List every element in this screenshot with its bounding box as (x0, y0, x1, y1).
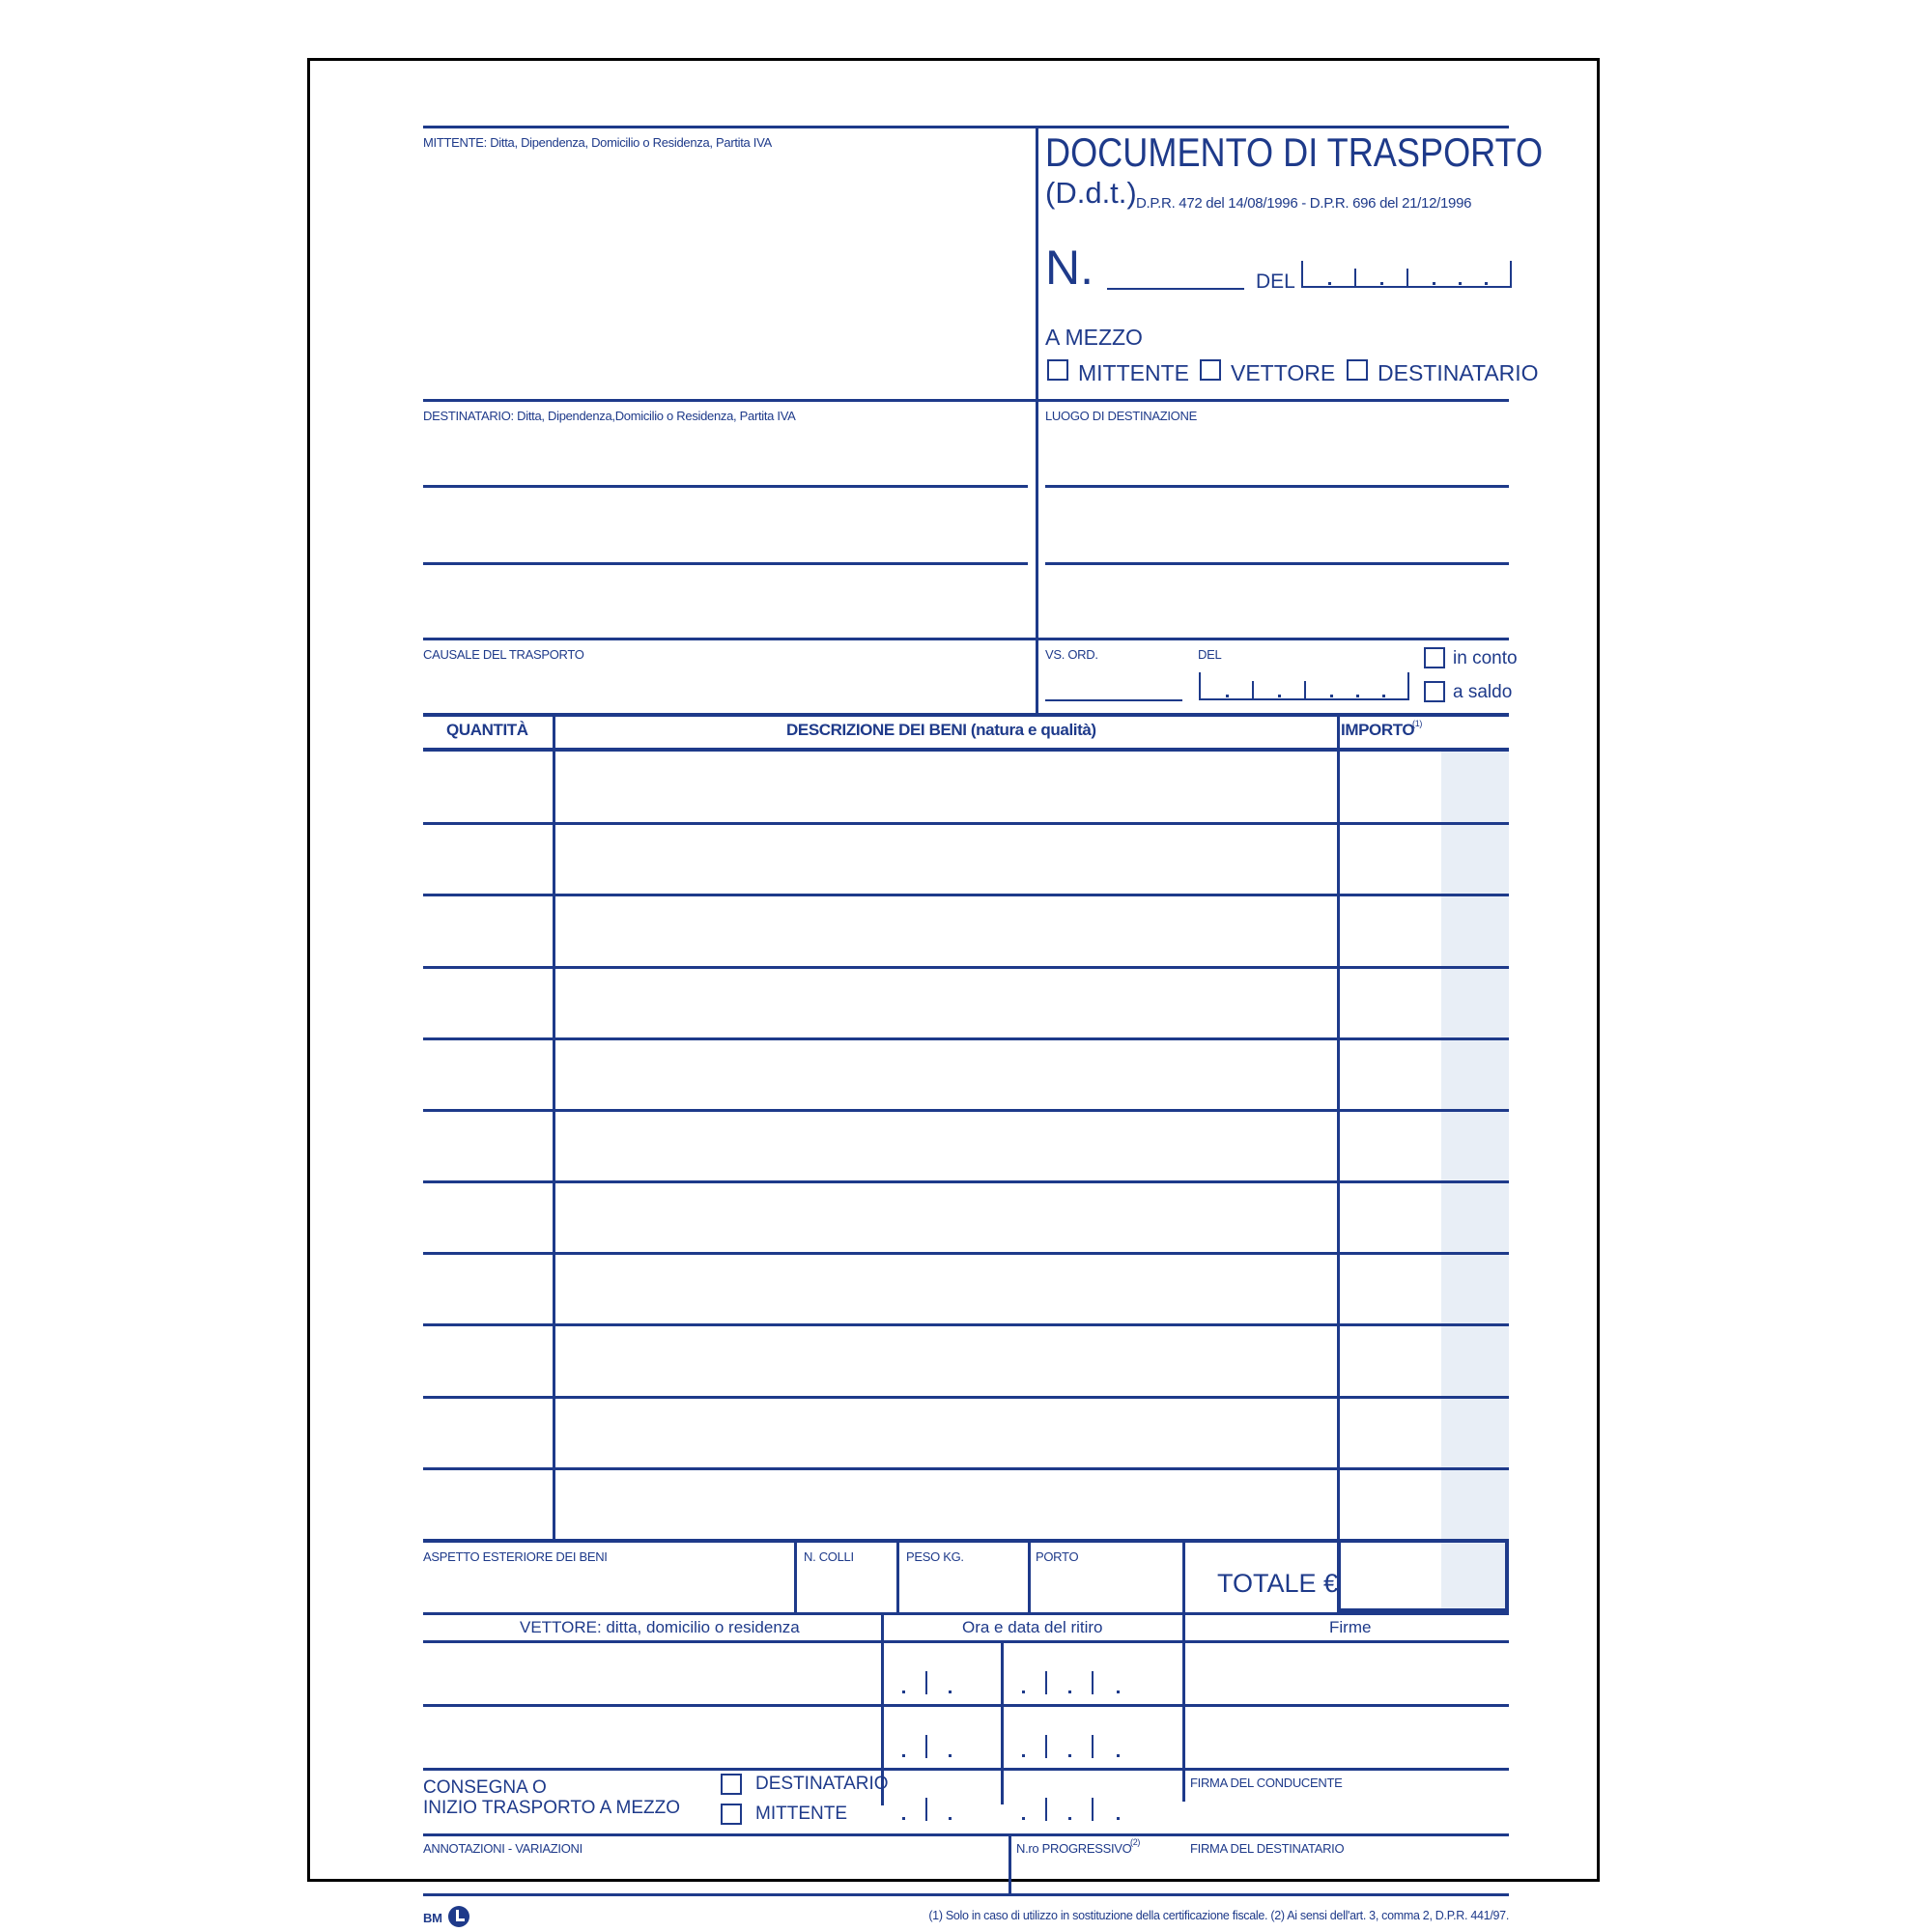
destination-line-2[interactable] (1045, 562, 1509, 565)
order-date-label: DEL (1198, 647, 1222, 662)
delivery-label-2: INIZIO TRASPORTO A MEZZO (423, 1798, 681, 1818)
pickup-tick (1045, 1798, 1047, 1821)
number-field[interactable] (1107, 288, 1244, 290)
header-divider (1036, 126, 1038, 713)
a-saldo-label: a saldo (1453, 682, 1513, 702)
checkbox-in-conto[interactable] (1424, 647, 1445, 668)
carrier-rule (423, 1612, 1509, 1615)
pickup-dot (1117, 1690, 1120, 1693)
pickup-tick (925, 1798, 927, 1821)
carrier-header-rule (423, 1640, 1509, 1643)
transport-document-form (423, 126, 1544, 1925)
pickup-tick (1092, 1671, 1094, 1694)
pickup-dot (1068, 1690, 1071, 1693)
destination-label: LUOGO DI DESTINAZIONE (1045, 409, 1197, 423)
reason-rule (423, 638, 1509, 640)
table-row[interactable] (423, 822, 1509, 825)
footnote: (1) Solo in caso di utilizzo in sostituzione della certificazione fiscale. (2) Ai sensi dell'art. 3, comma 2, D.P.R. 441/97. (928, 1909, 1509, 1922)
number-label: N. (1045, 241, 1094, 295)
signatures-divider (1182, 1539, 1185, 1802)
checkbox-delivery-destinatario[interactable] (721, 1774, 742, 1795)
document-abbr: (D.d.t.) (1045, 176, 1137, 210)
checkbox-vettore[interactable] (1200, 359, 1221, 381)
table-row[interactable] (423, 1180, 1509, 1183)
pickup-dot (1117, 1817, 1120, 1820)
order-number-field[interactable] (1045, 699, 1182, 701)
column-amount: IMPORTO (1341, 721, 1415, 739)
checkbox-mittente[interactable] (1047, 359, 1068, 381)
table-row[interactable] (423, 1323, 1509, 1326)
column-description: DESCRIZIONE DEI BENI (natura e qualità) (786, 721, 1096, 739)
pickup-dot (1068, 1817, 1071, 1820)
table-header-rule (423, 748, 1509, 752)
pickup-dot (1022, 1690, 1025, 1693)
pickup-dot (902, 1754, 905, 1757)
weight-divider (896, 1539, 899, 1612)
date-label: DEL (1256, 270, 1295, 293)
carrier-label: VETTORE: ditta, domicilio o residenza (520, 1618, 800, 1636)
pickup-dot (949, 1690, 952, 1693)
recipient-signature-label: FIRMA DEL DESTINATARIO (1190, 1841, 1345, 1856)
document-reference: D.P.R. 472 del 14/08/1996 - D.P.R. 696 del 21/12/1996 (1136, 195, 1472, 212)
packages-label: N. COLLI (804, 1549, 854, 1564)
packages-divider (794, 1539, 797, 1612)
table-row[interactable] (423, 1396, 1509, 1399)
table-top-rule (423, 713, 1509, 717)
recipient-line-1[interactable] (423, 485, 1028, 488)
driver-signature-label: FIRMA DEL CONDUCENTE (1190, 1776, 1343, 1790)
checkbox-delivery-mittente[interactable] (721, 1804, 742, 1825)
pickup-dot (1022, 1817, 1025, 1820)
weight-label: PESO KG. (906, 1549, 964, 1564)
table-row[interactable] (423, 1467, 1509, 1470)
top-rule (423, 126, 1509, 128)
in-conto-label: in conto (1453, 648, 1518, 668)
port-label: PORTO (1036, 1549, 1079, 1564)
pickup-label: Ora e data del ritiro (962, 1618, 1103, 1636)
amount-column-divider (1337, 713, 1340, 1539)
pickup-tick (925, 1735, 927, 1758)
pickup-tick (1092, 1798, 1094, 1821)
table-row[interactable] (423, 894, 1509, 896)
progressive-divider (1009, 1833, 1011, 1893)
pickup-dot (949, 1817, 952, 1820)
progressive-note: (2) (1130, 1837, 1141, 1847)
pickup-tick (1092, 1735, 1094, 1758)
carrier-line-2[interactable] (423, 1768, 1509, 1771)
pickup-dot (902, 1690, 905, 1693)
delivery-option-mittente: MITTENTE (755, 1804, 847, 1824)
qty-column-divider (553, 713, 555, 1539)
checkbox-destinatario[interactable] (1347, 359, 1368, 381)
pickup-tick (925, 1671, 927, 1694)
table-row[interactable] (423, 1252, 1509, 1255)
pickup-dot (1022, 1754, 1025, 1757)
option-destinatario: DESTINATARIO (1378, 360, 1539, 385)
destination-line-1[interactable] (1045, 485, 1509, 488)
notes-rule (423, 1833, 1509, 1836)
document-title: DOCUMENTO DI TRASPORTO (1045, 129, 1544, 175)
pickup-tick (1045, 1671, 1047, 1694)
table-row[interactable] (423, 966, 1509, 969)
total-field[interactable] (1337, 1539, 1509, 1612)
option-vettore: VETTORE (1231, 360, 1336, 385)
notes-label: ANNOTAZIONI - VARIAZIONI (423, 1841, 582, 1856)
table-row[interactable] (423, 1037, 1509, 1040)
pickup-dot (1068, 1754, 1071, 1757)
option-mittente: MITTENTE (1078, 360, 1189, 385)
progressive-label: N.ro PROGRESSIVO (1016, 1841, 1132, 1856)
total-label: TOTALE € (1217, 1569, 1339, 1598)
column-quantity: QUANTITÀ (446, 721, 528, 739)
delivery-label-1: CONSEGNA O (423, 1777, 547, 1798)
recipient-rule (423, 399, 1509, 402)
by-means-label: A MEZZO (1045, 325, 1143, 350)
checkbox-a-saldo[interactable] (1424, 681, 1445, 702)
reason-label: CAUSALE DEL TRASPORTO (423, 647, 584, 662)
brand-logo-icon (448, 1906, 469, 1927)
appearance-label: ASPETTO ESTERIORE DEI BENI (423, 1549, 608, 1564)
sender-label: MITTENTE: Ditta, Dipendenza, Domicilio o Residenza, Partita IVA (423, 135, 772, 150)
port-divider (1028, 1539, 1031, 1612)
recipient-label: DESTINATARIO: Ditta, Dipendenza,Domicilio o Residenza, Partita IVA (423, 409, 796, 423)
table-row[interactable] (423, 1109, 1509, 1112)
recipient-line-2[interactable] (423, 562, 1028, 565)
pickup-dot (1117, 1754, 1120, 1757)
order-label: VS. ORD. (1045, 647, 1098, 662)
pickup-dot (902, 1817, 905, 1820)
carrier-line-1[interactable] (423, 1704, 1509, 1707)
column-amount-note: (1) (1412, 719, 1423, 728)
signatures-label: Firme (1329, 1618, 1372, 1636)
delivery-option-destinatario: DESTINATARIO (755, 1774, 889, 1794)
bottom-rule (423, 1893, 1509, 1896)
brand-name: BM (423, 1911, 442, 1925)
amount-shaded-column (1441, 751, 1509, 1539)
pickup-time-date-divider (1001, 1640, 1004, 1804)
pickup-tick (1045, 1735, 1047, 1758)
pickup-dot (949, 1754, 952, 1757)
